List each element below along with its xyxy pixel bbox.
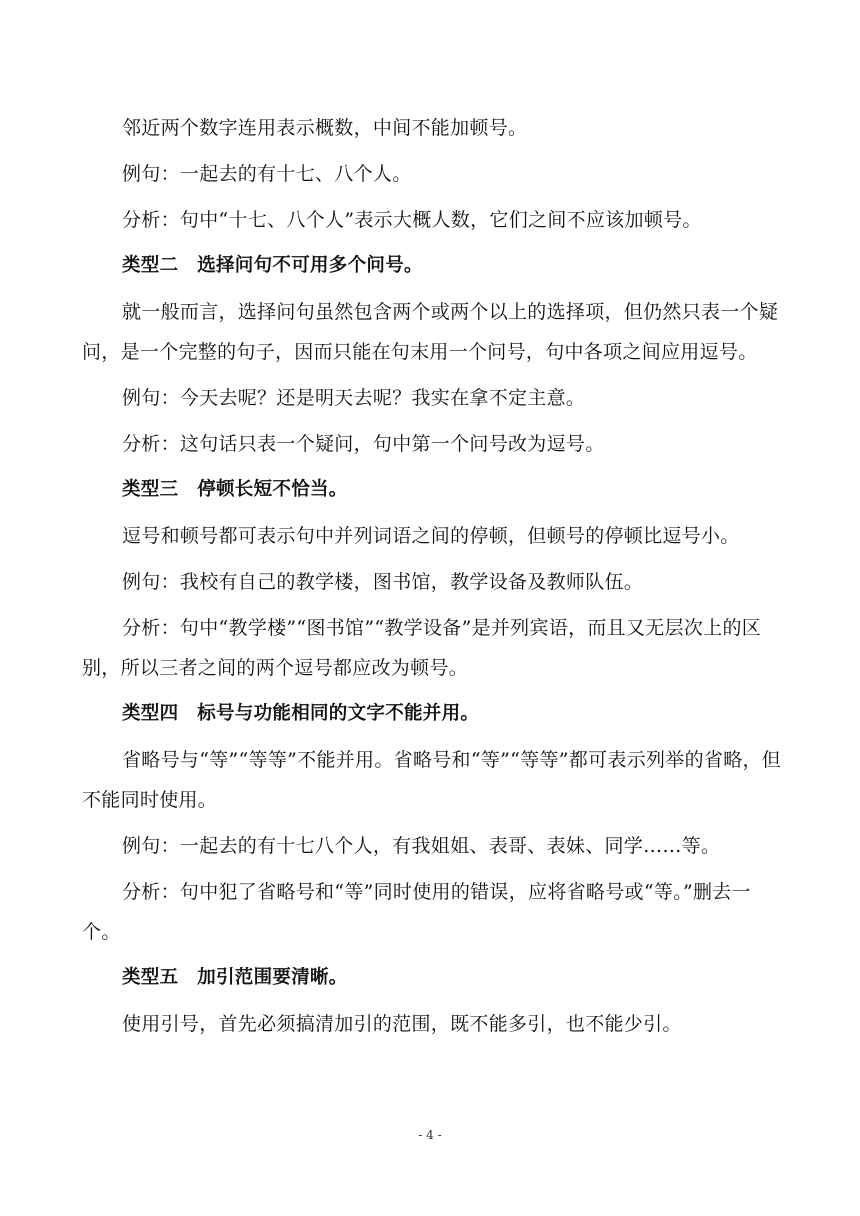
section-heading: 类型三 停顿长短不恰当。 bbox=[122, 479, 348, 500]
document-body bbox=[82, 108, 782, 1050]
analysis: 分析：句中“教学楼”“图书馆”“教学设备”是并列宾语，而且又无层次上的区别，所以三者之间的两个逗号都应改为顿号。 bbox=[82, 617, 762, 679]
example-sentence: 例句：我校有自己的教学楼，图书馆，教学设备及教师队伍。 bbox=[122, 571, 644, 593]
paragraph: 省略号与“等”“等等”不能并用。省略号和“等”“等等”都可表示列举的省略，但不能同时使用。 bbox=[82, 749, 782, 811]
analysis: 分析：句中犯了省略号和“等”同时使用的错误，应将省略号或“等。”删去一个。 bbox=[82, 881, 751, 943]
paragraph: 就一般而言，选择问句虽然包含两个或两个以上的选择项，但仍然只表一个疑问，是一个完整的句子，因而只能在句末用一个问号，句中各项之间应用逗号。 bbox=[82, 301, 779, 363]
section-heading: 类型五 加引范围要清晰。 bbox=[122, 967, 348, 988]
analysis: 分析：这句话只表一个疑问，句中第一个问号改为逗号。 bbox=[122, 433, 605, 455]
page-number: - 4 - bbox=[418, 1128, 442, 1142]
paragraph: 使用引号，首先必须搞清加引的范围，既不能多引，也不能少引。 bbox=[122, 1013, 682, 1035]
example-sentence: 例句：一起去的有十七八个人，有我姐姐、表哥、表妹、同学……等。 bbox=[122, 835, 721, 857]
section-heading: 类型二 选择问句不可用多个问号。 bbox=[122, 255, 423, 276]
paragraph: 逗号和顿号都可表示句中并列词语之间的停顿，但顿号的停顿比逗号小。 bbox=[122, 525, 740, 547]
analysis: 分析：句中“十七、八个人”表示大概人数，它们之间不应该加顿号。 bbox=[122, 209, 702, 231]
example-sentence: 例句：一起去的有十七、八个人。 bbox=[122, 163, 412, 185]
section-heading: 类型四 标号与功能相同的文字不能并用。 bbox=[122, 703, 480, 724]
paragraph: 邻近两个数字连用表示概数，中间不能加顿号。 bbox=[122, 117, 528, 139]
example-sentence: 例句：今天去呢？还是明天去呢？我实在拿不定主意。 bbox=[122, 387, 586, 409]
